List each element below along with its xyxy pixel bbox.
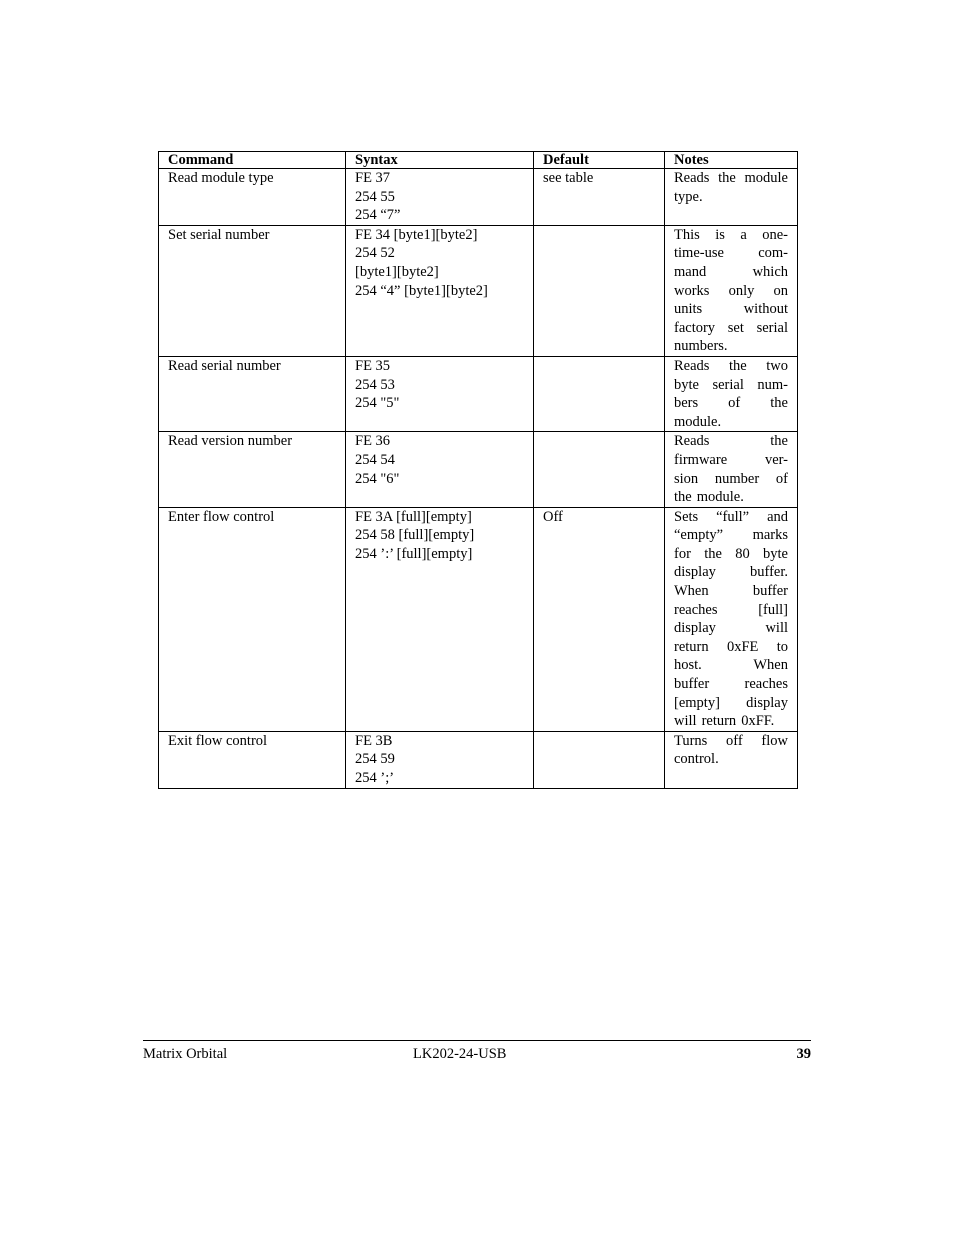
- default-cell: [534, 225, 665, 356]
- command-cell: Read module type: [159, 169, 346, 226]
- syntax-line: FE 3A [full][empty]: [355, 508, 472, 525]
- table-row: [159, 432, 798, 507]
- default-cell: Off: [534, 507, 665, 731]
- notes-line: [674, 545, 788, 564]
- notes-word: byte: [763, 545, 788, 562]
- notes-line: [674, 244, 788, 263]
- notes-line: [674, 563, 788, 582]
- syntax-cell: [346, 225, 534, 356]
- notes-cell: [665, 432, 798, 507]
- syntax-cell: [346, 507, 534, 731]
- notes-line: [674, 263, 788, 282]
- notes-cell: [665, 731, 798, 788]
- table-header-row: [159, 152, 798, 169]
- notes-line: [674, 656, 788, 675]
- syntax-line: 254 ’;’: [355, 770, 395, 786]
- notes-word: com-: [758, 245, 788, 262]
- notes-line: [674, 394, 788, 413]
- notes-word: [empty]: [674, 694, 720, 711]
- notes-line: [674, 508, 788, 527]
- notes-line: [674, 451, 788, 470]
- notes-word: Sets: [674, 508, 699, 525]
- notes-word: the: [674, 489, 692, 506]
- notes-line: [674, 750, 788, 769]
- notes-line: [674, 619, 788, 638]
- notes-word: is: [715, 226, 725, 243]
- command-cell: Read serial number: [159, 356, 346, 431]
- notes-word: 80: [735, 545, 750, 562]
- notes-word: mand: [674, 263, 707, 280]
- notes-cell: [665, 507, 798, 731]
- notes-line: [674, 526, 788, 545]
- notes-word: on: [773, 282, 788, 299]
- syntax-line: 254 52: [355, 245, 395, 262]
- syntax-line: 254 “4” [byte1][byte2]: [355, 282, 488, 299]
- notes-word: ver-: [764, 451, 788, 468]
- syntax-line: 254 "6": [355, 470, 400, 487]
- footer-publisher: Matrix Orbital: [143, 1046, 228, 1062]
- notes-word: [full]: [758, 601, 788, 618]
- notes-line: [674, 357, 788, 376]
- notes-word: type.: [674, 188, 703, 205]
- notes-word: 0xFE: [726, 638, 759, 655]
- table-row: [159, 169, 798, 226]
- syntax-cell: [346, 356, 534, 431]
- notes-word: buffer.: [750, 564, 788, 581]
- notes-word: buffer: [674, 676, 710, 693]
- notes-word: When: [674, 583, 709, 600]
- notes-line: [674, 226, 788, 245]
- notes-cell: [665, 169, 798, 226]
- default-cell: see table: [534, 169, 665, 226]
- notes-word: “empty”: [674, 527, 724, 544]
- syntax-cell: [346, 731, 534, 788]
- notes-word: bers: [674, 395, 699, 412]
- default-cell: [534, 356, 665, 431]
- notes-word: firmware: [674, 451, 728, 468]
- syntax-cell: [346, 432, 534, 507]
- notes-line: [674, 337, 788, 356]
- default-cell: [534, 731, 665, 788]
- notes-word: factory: [674, 319, 716, 336]
- notes-word: to: [776, 638, 788, 655]
- syntax-line: 254 54: [355, 451, 395, 468]
- notes-word: will: [765, 620, 788, 637]
- command-cell: Exit flow control: [159, 731, 346, 788]
- notes-line: [674, 732, 788, 751]
- table-row: [159, 356, 798, 431]
- notes-line: [674, 169, 788, 188]
- notes-word: one-: [762, 226, 788, 243]
- notes-line: [674, 712, 788, 731]
- notes-word: return: [674, 638, 709, 655]
- notes-line: [674, 319, 788, 338]
- notes-word: of: [728, 395, 741, 412]
- syntax-cell: [346, 169, 534, 226]
- default-cell: [534, 432, 665, 507]
- notes-word: “full”: [716, 508, 750, 525]
- notes-word: return: [701, 713, 737, 730]
- syntax-line: [byte1][byte2]: [355, 263, 439, 280]
- notes-word: host.: [674, 657, 702, 674]
- notes-word: the: [718, 170, 736, 186]
- notes-line: [674, 638, 788, 657]
- notes-word: and: [767, 508, 788, 525]
- notes-word: display: [746, 694, 788, 711]
- notes-line: [674, 282, 788, 301]
- syntax-line: FE 34 [byte1][byte2]: [355, 226, 478, 243]
- syntax-line: FE 35: [355, 357, 391, 374]
- syntax-line: FE 36: [355, 433, 391, 450]
- notes-word: module.: [674, 413, 722, 430]
- syntax-line: 254 58 [full][empty]: [355, 527, 475, 544]
- syntax-line: 254 53: [355, 376, 395, 393]
- notes-word: numbers.: [674, 338, 728, 355]
- notes-cell: [665, 356, 798, 431]
- notes-line: [674, 582, 788, 601]
- notes-word: Reads: [674, 433, 710, 450]
- notes-word: sion: [674, 470, 699, 487]
- notes-word: Reads: [674, 357, 710, 374]
- command-table: [158, 151, 798, 789]
- notes-line: [674, 376, 788, 395]
- notes-line: [674, 470, 788, 489]
- notes-line: [674, 488, 788, 507]
- notes-line: [674, 601, 788, 620]
- notes-word: the: [770, 433, 788, 450]
- header-syntax: Syntax: [346, 152, 534, 169]
- notes-word: serial: [756, 319, 788, 336]
- syntax-line: 254 59: [355, 751, 395, 768]
- notes-word: marks: [752, 527, 788, 544]
- notes-word: works: [674, 282, 710, 299]
- table-row: [159, 731, 798, 788]
- notes-line: [674, 300, 788, 319]
- notes-word: set: [727, 319, 744, 336]
- syntax-line: 254 "5": [355, 395, 400, 412]
- notes-word: byte: [674, 376, 699, 393]
- notes-word: buffer: [752, 583, 788, 600]
- notes-word: the: [728, 357, 747, 374]
- notes-line: [674, 432, 788, 451]
- notes-word: Reads: [674, 170, 710, 186]
- notes-word: module.: [696, 489, 744, 506]
- header-default: Default: [534, 152, 665, 169]
- notes-word: module: [744, 170, 788, 186]
- header-command: Command: [159, 152, 346, 169]
- notes-word: num-: [757, 376, 788, 393]
- notes-word: Turns: [674, 732, 708, 749]
- syntax-line: 254 55: [355, 188, 395, 205]
- notes-word: When: [753, 657, 788, 674]
- command-cell: Set serial number: [159, 225, 346, 356]
- header-notes: Notes: [665, 152, 798, 169]
- syntax-line: 254 ’:’ [full][empty]: [355, 545, 473, 562]
- syntax-line: 254 “7”: [355, 207, 401, 224]
- notes-line: [674, 694, 788, 713]
- notes-word: which: [752, 263, 788, 280]
- table-row: [159, 507, 798, 731]
- notes-word: display: [674, 620, 716, 637]
- notes-line: [674, 675, 788, 694]
- notes-word: number: [714, 470, 760, 487]
- notes-word: for: [674, 545, 691, 562]
- notes-line: [674, 188, 788, 207]
- footer-product: LK202-24-USB: [413, 1046, 507, 1062]
- notes-word: flow: [761, 732, 788, 749]
- notes-line: [674, 413, 788, 432]
- notes-word: the: [770, 395, 788, 412]
- notes-cell: [665, 225, 798, 356]
- notes-word: two: [766, 357, 788, 374]
- notes-word: the: [704, 545, 722, 562]
- table-body: [159, 169, 798, 789]
- syntax-line: FE 3B: [355, 732, 393, 749]
- notes-word: units: [674, 301, 703, 318]
- table-row: [159, 225, 798, 356]
- notes-word: reaches: [674, 601, 718, 618]
- notes-word: off: [726, 732, 743, 749]
- notes-word: reaches: [744, 676, 788, 693]
- notes-word: without: [743, 301, 788, 318]
- notes-word: will: [674, 713, 697, 730]
- notes-word: only: [728, 282, 755, 299]
- notes-word: control.: [674, 751, 719, 768]
- command-cell: Enter flow control: [159, 507, 346, 731]
- notes-word: a: [740, 226, 747, 243]
- notes-word: 0xFF.: [741, 713, 775, 730]
- notes-word: time-use: [674, 245, 724, 262]
- notes-word: serial: [712, 376, 744, 393]
- command-cell: Read version number: [159, 432, 346, 507]
- notes-word: of: [775, 470, 788, 487]
- syntax-line: FE 37: [355, 170, 391, 186]
- footer-rule: [143, 1040, 811, 1041]
- page-number: 39: [796, 1046, 811, 1062]
- notes-word: display: [674, 564, 716, 581]
- notes-word: This: [674, 226, 700, 243]
